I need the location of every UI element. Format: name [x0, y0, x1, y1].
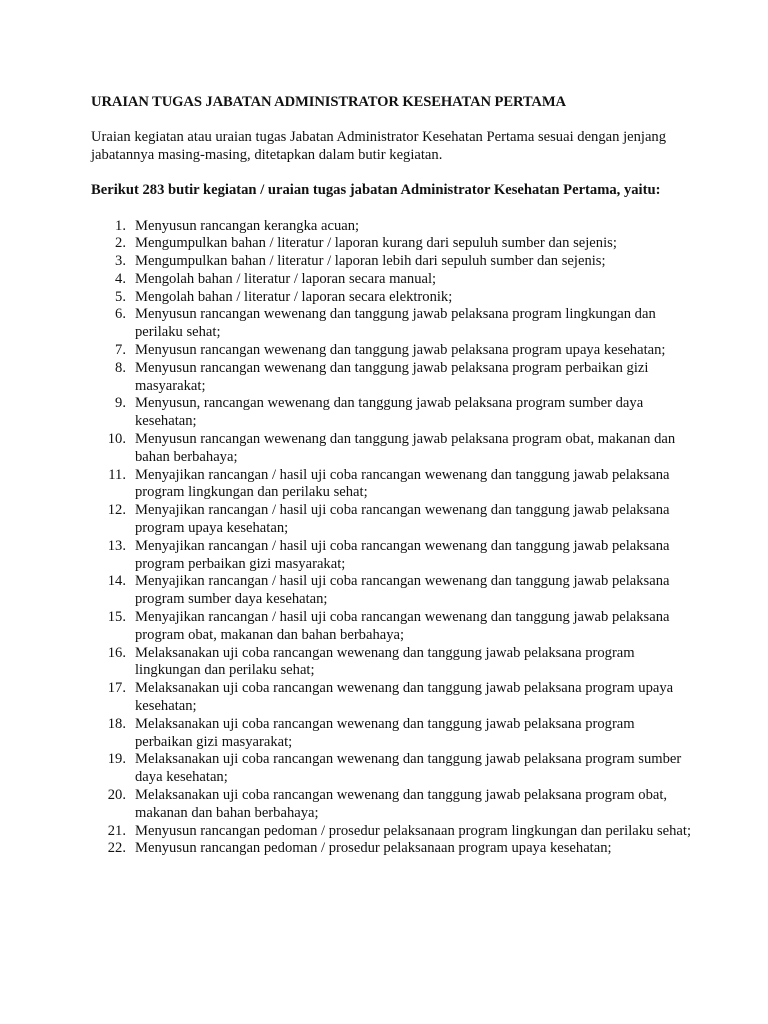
list-item-number: 17. — [107, 680, 126, 697]
list-item — [91, 502, 691, 538]
list-item-number: 9. — [115, 395, 126, 412]
list-item-text: Menyajikan rancangan / hasil uji coba rancangan wewenang dan tanggung jawab pelaksana program lingkungan dan perilaku sehat; — [135, 466, 670, 501]
list-item-text: Mengumpulkan bahan / literatur / laporan lebih dari sepuluh sumber dan sejenis; — [135, 253, 606, 270]
list-item — [91, 253, 691, 271]
list-item-text: Menyajikan rancangan / hasil uji coba rancangan wewenang dan tanggung jawab pelaksana program sumber daya kesehatan; — [135, 573, 670, 608]
list-item-text: Menyusun, rancangan wewenang dan tanggung jawab pelaksana program sumber daya kesehatan; — [135, 395, 644, 430]
list-item-text: Melaksanakan uji coba rancangan wewenang dan tanggung jawab pelaksana program lingkungan dan perilaku sehat; — [135, 644, 635, 679]
list-item-text: Menyajikan rancangan / hasil uji coba rancangan wewenang dan tanggung jawab pelaksana program upaya kesehatan; — [135, 502, 670, 537]
list-item — [91, 289, 691, 307]
list-item — [91, 235, 691, 253]
list-item-number: 12. — [107, 502, 126, 519]
list-item-number: 11. — [108, 466, 126, 483]
list-item — [91, 218, 691, 236]
task-list — [91, 218, 691, 859]
intro-paragraph: Uraian kegiatan atau uraian tugas Jabatan Administrator Kesehatan Pertama sesuai dengan jenjang jabatannya masing-masing, ditetapkan dalam butir kegiatan. — [91, 129, 667, 163]
list-item-number: 19. — [107, 751, 126, 768]
list-item — [91, 538, 691, 574]
list-item-number: 22. — [107, 840, 126, 857]
list-item — [91, 609, 691, 645]
list-item-number: 5. — [115, 288, 126, 305]
list-item-number: 6. — [115, 306, 126, 323]
list-item-number: 3. — [115, 253, 126, 270]
list-item-number: 16. — [107, 644, 126, 661]
list-item-text: Menyusun rancangan pedoman / prosedur pelaksanaan program upaya kesehatan; — [135, 840, 612, 857]
list-item-text: Menyusun rancangan kerangka acuan; — [135, 217, 360, 234]
list-item-number: 1. — [115, 217, 126, 234]
list-item — [91, 271, 691, 289]
list-item-number: 4. — [115, 270, 126, 287]
list-item-number: 7. — [115, 342, 126, 359]
list-item-text: Menyusun rancangan wewenang dan tanggung jawab pelaksana program perbaikan gizi masyarakat; — [135, 359, 649, 394]
list-item-text: Mengumpulkan bahan / literatur / laporan kurang dari sepuluh sumber dan sejenis; — [135, 235, 617, 252]
list-item — [91, 751, 691, 787]
list-item-number: 21. — [107, 822, 126, 839]
list-item — [91, 431, 691, 467]
list-item-text: Menyusun rancangan pedoman / prosedur pelaksanaan program lingkungan dan perilaku sehat; — [135, 822, 692, 839]
list-item — [91, 840, 691, 858]
list-item-text: Mengolah bahan / literatur / laporan secara elektronik; — [135, 288, 453, 305]
lead-paragraph: Berikut 283 butir kegiatan / uraian tugas jabatan Administrator Kesehatan Pertama, yaitu: — [91, 182, 661, 198]
list-item-number: 15. — [107, 609, 126, 626]
list-item — [91, 823, 691, 841]
list-item-text: Menyusun rancangan wewenang dan tanggung jawab pelaksana program lingkungan dan perilaku sehat; — [135, 306, 656, 341]
list-item — [91, 360, 691, 396]
list-item-text: Menyajikan rancangan / hasil uji coba rancangan wewenang dan tanggung jawab pelaksana program obat, makanan dan bahan berbahaya; — [135, 609, 670, 643]
document-title: URAIAN TUGAS JABATAN ADMINISTRATOR KESEHATAN PERTAMA — [91, 94, 566, 110]
list-item-number: 10. — [107, 431, 126, 448]
list-item — [91, 395, 691, 431]
list-item — [91, 342, 691, 360]
list-item — [91, 573, 691, 609]
list-item-number: 20. — [107, 787, 126, 803]
list-item-text: Mengolah bahan / literatur / laporan secara manual; — [135, 270, 437, 287]
list-item-text: Menyajikan rancangan / hasil uji coba rancangan wewenang dan tanggung jawab pelaksana program perbaikan gizi masyarakat; — [135, 537, 670, 572]
list-item — [91, 787, 691, 823]
list-item-number: 14. — [107, 573, 126, 590]
list-item-number: 2. — [115, 235, 126, 252]
list-item-number: 18. — [107, 715, 126, 732]
list-item — [91, 467, 691, 503]
list-item — [91, 716, 691, 752]
document-page — [91, 94, 691, 858]
list-item-text: Menyusun rancangan wewenang dan tanggung jawab pelaksana program obat, makanan dan bahan berbahaya; — [135, 431, 676, 465]
list-item-number: 13. — [107, 537, 126, 554]
list-item-number: 8. — [115, 359, 126, 376]
list-item-text: Menyusun rancangan wewenang dan tanggung jawab pelaksana program upaya kesehatan; — [135, 342, 666, 359]
list-item — [91, 645, 691, 681]
list-item-text: Melaksanakan uji coba rancangan wewenang dan tanggung jawab pelaksana program upaya kesehatan; — [135, 680, 674, 715]
list-item-text: Melaksanakan uji coba rancangan wewenang dan tanggung jawab pelaksana program perbaikan gizi masyarakat; — [135, 715, 635, 750]
list-item — [91, 680, 691, 716]
list-item-text: Melaksanakan uji coba rancangan wewenang dan tanggung jawab pelaksana program sumber daya kesehatan; — [135, 751, 682, 786]
list-item-text: Melaksanakan uji coba rancangan wewenang dan tanggung jawab pelaksana program obat, makanan dan bahan berbahaya; — [135, 787, 668, 821]
list-item — [91, 306, 691, 342]
